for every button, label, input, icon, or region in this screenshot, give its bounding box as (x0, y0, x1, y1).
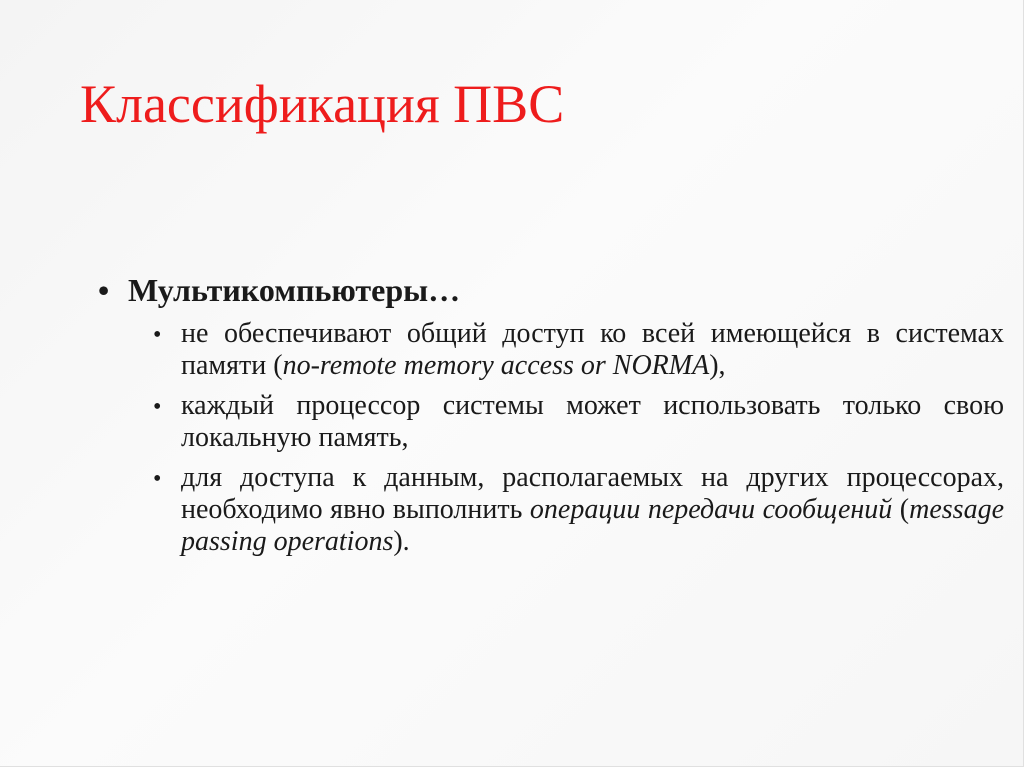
italic-term: операции передачи сообщений (529, 494, 893, 525)
bullet-icon: • (153, 394, 162, 420)
sub-bullet-item-local-memory (153, 390, 1004, 454)
bullet-icon: • (153, 322, 162, 348)
text-segment: для доступа к данным, располагаемых на других процессорах, необходимо явно выполнить (181, 462, 1004, 525)
bullet-icon: • (153, 466, 162, 492)
sub-bullet-item-norma (153, 318, 1004, 382)
text-segment: ). (393, 526, 410, 557)
sub-bullet-text: каждый процессор системы может использовать только свою локальную память, (181, 390, 1004, 453)
bullet-icon: • (98, 272, 110, 308)
text-segment: ), (709, 350, 726, 381)
text-segment: не обеспечивают общий доступ ко всей имеющейся в системах памяти ( (181, 318, 1004, 381)
sub-bullet-list (98, 318, 1004, 558)
slide-body (98, 268, 1004, 558)
italic-term: no-remote memory access or NORMA (282, 350, 710, 381)
bullet-item-multicomputers (98, 268, 1004, 312)
text-segment: ( (892, 494, 910, 525)
sub-bullet-text (181, 318, 1004, 382)
slide-title: Классификация ПВС (80, 74, 565, 134)
sub-bullet-item-message-passing (153, 462, 1004, 558)
sub-bullet-text (181, 462, 1004, 558)
italic-term: message passing operations (181, 494, 1004, 557)
bullet-item-label: Мультикомпьютеры… (128, 272, 461, 308)
